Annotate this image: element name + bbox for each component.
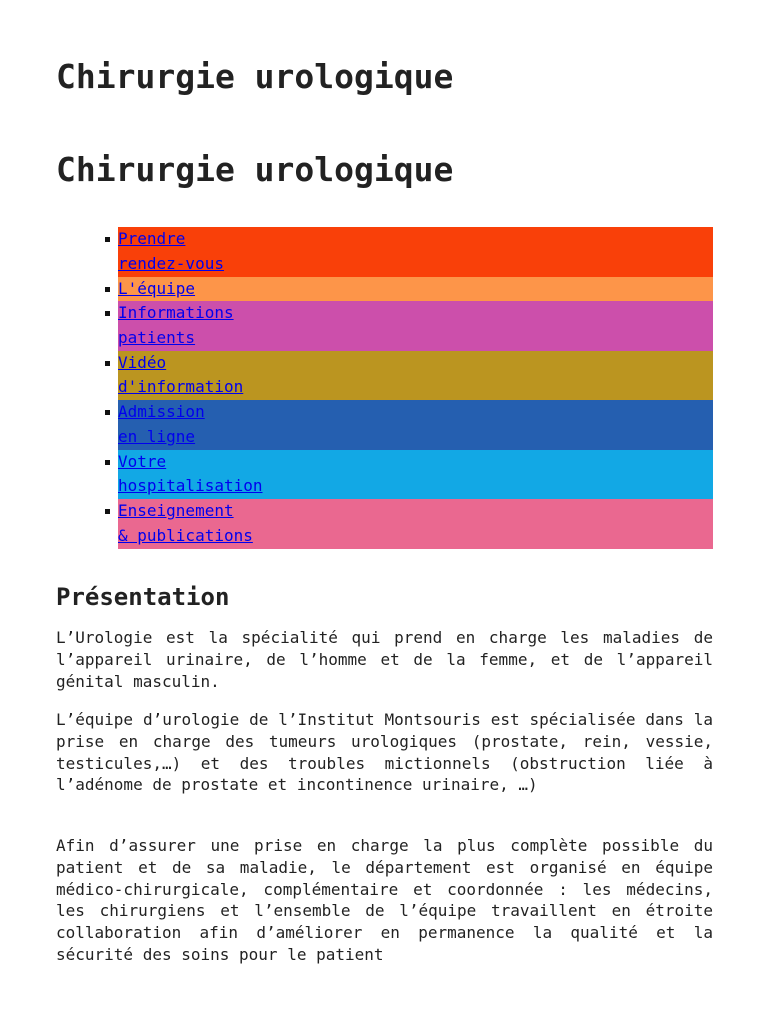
nav-link-enseignement[interactable]: Enseignement & publications bbox=[118, 501, 253, 545]
page-title: Chirurgie urologique bbox=[56, 57, 454, 96]
section-title: Chirurgie urologique bbox=[56, 150, 454, 189]
nav-band bbox=[118, 499, 713, 549]
nav-item-equipe bbox=[56, 277, 713, 302]
nav-link-video[interactable]: Vidéo d'information bbox=[118, 352, 244, 397]
nav-link-rendez-vous[interactable]: Prendre rendez-vous bbox=[118, 229, 224, 273]
presentation-heading: Présentation bbox=[56, 583, 230, 611]
bullet-icon bbox=[105, 509, 110, 514]
bullet-icon bbox=[105, 361, 110, 366]
service-navigation bbox=[56, 227, 713, 549]
bullet-icon bbox=[105, 311, 110, 316]
nav-item-hospitalisation bbox=[56, 450, 713, 500]
nav-band bbox=[118, 351, 713, 401]
nav-item-enseignement bbox=[56, 499, 713, 549]
presentation-paragraph: L’Urologie est la spécialité qui prend en charge les maladies de l’appareil urinaire, de l’homme et de la femme, et de l’appareil génital masculin. bbox=[56, 628, 713, 691]
nav-item-informations-patients bbox=[56, 301, 713, 351]
nav-band bbox=[118, 301, 713, 351]
bullet-icon bbox=[105, 410, 110, 415]
presentation-paragraph: L’équipe d’urologie de l’Institut Montsouris est spécialisée dans la prise en charge des tumeurs urologiques (prostate, rein, vessie, testicules,…) et des troubles mictionnels (obstruction liée à l’adénome de prostate et incontinence urinaire, …) bbox=[56, 710, 713, 795]
bullet-icon bbox=[105, 237, 110, 242]
bullet-icon bbox=[105, 460, 110, 465]
nav-link-admission[interactable]: Admission en ligne bbox=[118, 402, 205, 446]
nav-link-hospitalisation[interactable]: Votre hospitalisation bbox=[118, 451, 263, 496]
presentation-paragraph: Afin d’assurer une prise en charge la plus complète possible du patient et de sa maladie, le département est organisé en équipe médico-chirurgicale, complémentaire et coordonnée : les médecins, les chirurgiens et l’ensemble de l’équipe travaillent en étroite collaboration afin d’améliorer en permanence la qualité et la sécurité des soins pour le patient bbox=[56, 836, 713, 964]
nav-item-admission bbox=[56, 400, 713, 450]
nav-item-rendez-vous bbox=[56, 227, 713, 277]
nav-band bbox=[118, 277, 713, 302]
nav-item-video bbox=[56, 351, 713, 401]
nav-link-informations-patients[interactable]: Informations patients bbox=[118, 303, 234, 347]
nav-band bbox=[118, 227, 713, 277]
nav-band bbox=[118, 400, 713, 450]
nav-link-equipe[interactable]: L'équipe bbox=[118, 278, 196, 298]
nav-band bbox=[118, 450, 713, 500]
bullet-icon bbox=[105, 287, 110, 292]
